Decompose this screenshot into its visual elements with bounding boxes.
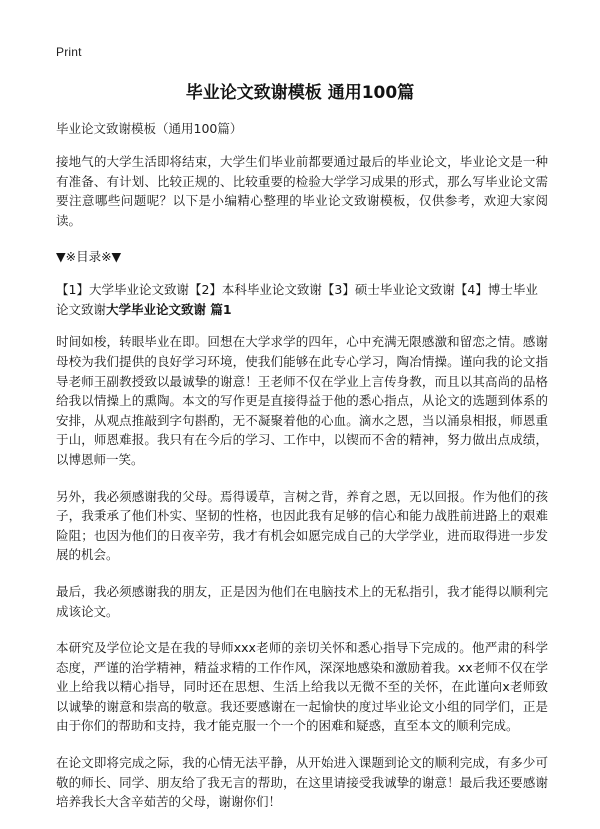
print-label: Print [56,45,82,59]
toc-items: 【1】大学毕业论文致谢【2】本科毕业论文致谢【3】硕士毕业论文致谢【4】博士毕业论文致谢 [56,282,538,318]
document-subtitle: 毕业论文致谢模板（通用100篇） [56,121,243,136]
section-heading: 大学毕业论文致谢 篇1 [106,302,232,318]
page-title: 毕业论文致谢模板 通用100篇 [185,83,415,103]
document-body [56,119,548,829]
body-paragraph-3: 最后，我必须感谢我的朋友，正是因为他们在电脑技术上的无私指引，我才能得以顺利完成该论文。 [56,583,548,619]
body-paragraph-4: 本研究及学位论文是在我的导师xxx老师的亲切关怀和悉心指导下完成的。他严肃的科学态度，严谨的治学精神，精益求精的工作作风，深深地感染和激励着我。xx老师不仅在学业上给我以精心指导，同时还在思想、生活上给我以无微不至的关怀，在此谨向x老师致以诚挚的谢意和崇高的敬意。我还要感谢在一起愉快的度过毕业论文小组的同学们，正是由于你们的帮助和支持，我才能克服一个一个的困难和疑惑，直至本文的顺利完成。 [56,640,548,734]
body-paragraph-5: 在论文即将完成之际，我的心情无法平静，从开始进入课题到论文的顺利完成，有多少可敬的师长、同学、朋友给了我无言的帮助，在这里请接受我诚挚的谢意！最后我还要感谢培养我长大含辛茹苦的父母，谢谢你们！ [56,755,548,810]
body-paragraph-2: 另外，我必须感谢我的父母。焉得谖草，言树之背，养育之恩，无以回报。作为他们的孩子，我秉承了他们朴实、坚韧的性格，也因此我有足够的信心和能力战胜前进路上的艰难险阻；也因为他们的日夜辛劳，我才有机会如愿完成自己的大学学业，进而取得进一步发展的机会。 [56,488,548,563]
toc-heading: ▼※目录※▼ [56,249,122,265]
intro-paragraph: 接地气的大学生活即将结束，大学生们毕业前都要通过最后的毕业论文，毕业论文是一种有准备、有计划、比较正规的、比较重要的检验大学学习成果的形式，那么写毕业论文需要注意哪些问题呢？以下是小编精心整理的毕业论文致谢模板，仅供参考，欢迎大家阅读。 [56,154,548,228]
body-paragraph-1: 时间如梭，转眼毕业在即。回想在大学求学的四年，心中充满无限感激和留恋之情。感谢母校为我们提供的良好学习环境，使我们能够在此专心学习，陶冶情操。谨向我的论文指导老师王副教授致以最诚挚的谢意！王老师不仅在学业上言传身教，而且以其高尚的品格给我以情操上的熏陶。本文的写作更是直接得益于他的悉心指点，从论文的选题到体系的安排，从观点推敲到字句斟酌，无不凝聚着他的心血。滴水之恩，当以涌泉相报，师恩重于山，师恩难报。我只有在今后的学习、工作中，以锲而不舍的精神，努力做出点成绩，以博恩师一笑。 [56,334,548,467]
toc-line [56,280,548,320]
